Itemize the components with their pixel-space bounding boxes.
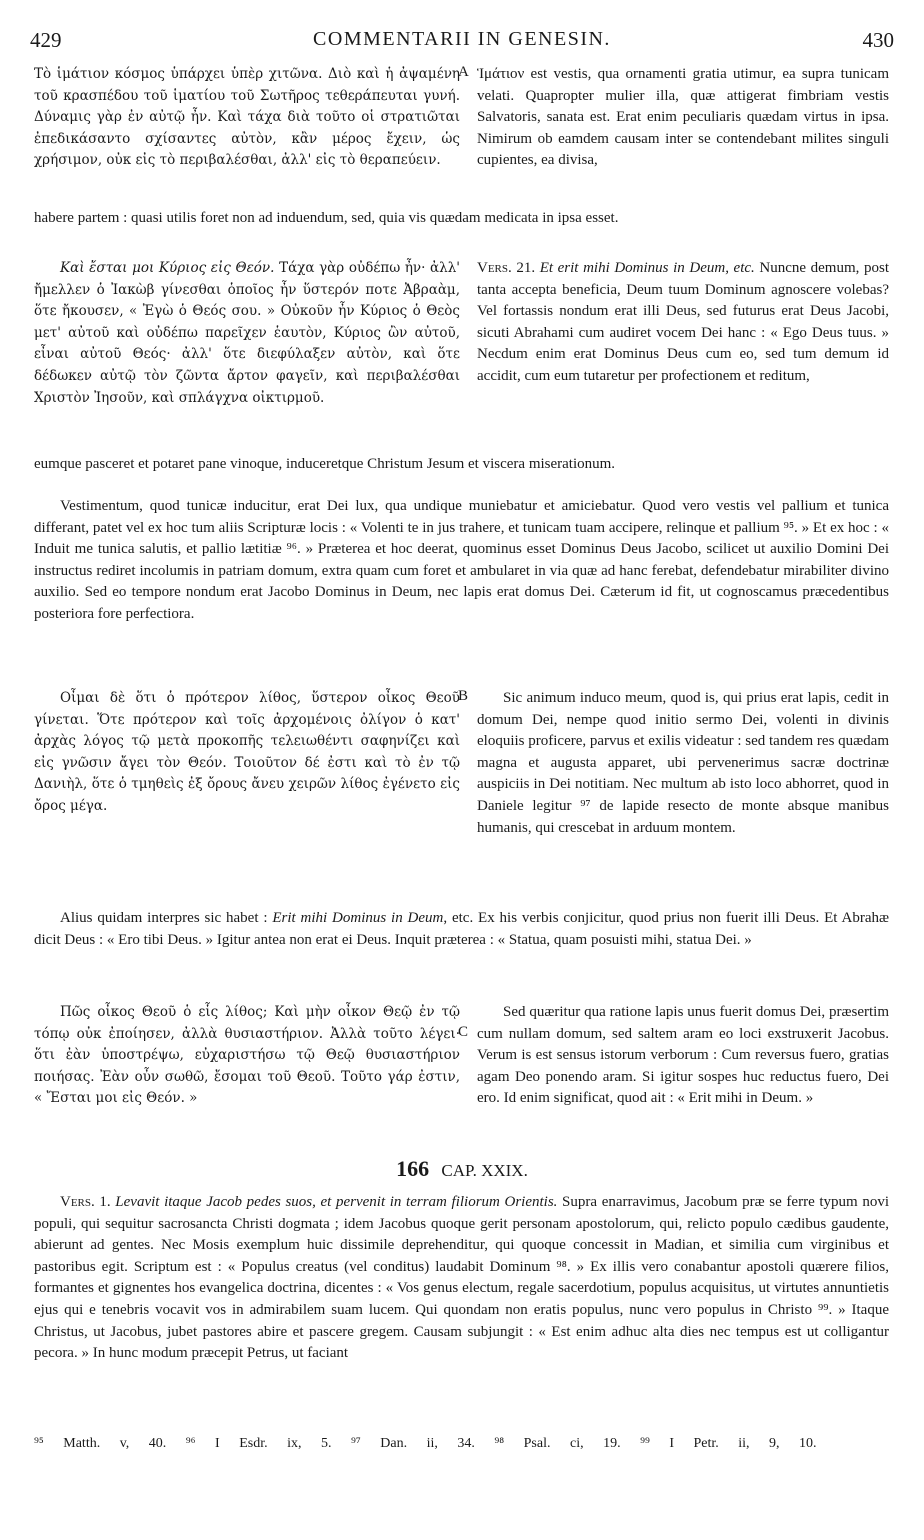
greek-text: Τὸ ἱμάτιον κόσμος ὑπάρχει ὑπὲρ χιτῶνα. Διὸ καὶ ἡ ἀψαμένη τοῦ κρασπέδου τοῦ ἱματίου τοῦ Σωτῆρος τεθεράπευται γυνή. Δύναμις γὰρ ἐν αὐτῷ ἦν. Καὶ τάχα διὰ τοῦτο οἱ στρατιῶται ἐπεδικάσαντο σχίσαντες αὐτὸν, κἂν μέρος ἔχειν, ὡς χρήσιμον, οὐκ εἰς τὸ περιβαλέσθαι, ἀλλ' εἰς τὸ θεραπεύειν. xyxy=(34,66,460,169)
latin-text: Sic animum induco meum, quod is, qui prius erat lapis, cedit in domum Dei, nempe quod initio sermo Dei, volenti in divinis eloquiis proficere, parvus et exilis videatur : sed tandem res quædam magna et augusta apparet, ubi pervenerimus sacræ doctrinæ auspiciis in Dei notitiam. Nec multum ab isto loco abhorret, quod in Daniele legitur ⁹⁷ de lapide resecto de monte absque manibus humanis, qui crescebat in arduum montem. xyxy=(477,690,889,836)
latin-runover-1 xyxy=(34,208,889,230)
verse-label: Vers. 21. xyxy=(477,260,536,276)
latin-text: Vestimentum, quod tunicæ inducitur, erat Dei lux, qua undique muniebatur et amiciebatur. Quod vero vestis vel pallium et tunica differant, patet vel ex hoc tum aliis Scripturæ locis : « Volenti te in jus trahere, et tunicam tuam accipere, relinque et pallium ⁹⁵. » Et ex hoc : « Induit me tunica salutis, et pallio lætitiæ ⁹⁶. » Præterea et hoc deerat, quominus esset Dominus Deus Jacobo, scilicet ut auxilio Domini Dei instructus rediret incolumis in patriam domum, extra quam cum foret et ambularet in via quæ ad hanc ferebat, defendebatur mirabiliter divino auxilio. Sed eo tempore nondum erat Jacobo Dominus in Deum, nec lapis erat domus Dei. Cæterum id fit, ut cognoscamus præcedentibus posteriora fore perfectiora. xyxy=(34,498,889,622)
latin-text: Alius quidam interpres sic habet : xyxy=(60,910,273,926)
latin-paragraph-7 xyxy=(34,1192,889,1365)
footnote: ⁹⁷ Dan. ii, 34. xyxy=(351,1436,475,1451)
running-header xyxy=(30,28,894,54)
footnote: ⁹⁶ I Esdr. ix, 5. xyxy=(185,1436,332,1451)
footnotes xyxy=(34,1436,889,1452)
greek-paragraph-4 xyxy=(34,688,460,818)
latin-lemma: Et erit mihi Dominus in Deum, etc. xyxy=(539,260,755,276)
latin-paragraph-5 xyxy=(34,908,889,951)
margin-marker-a: A xyxy=(458,64,469,80)
margin-marker-c: C xyxy=(458,1024,469,1040)
greek-text: Τάχα γὰρ οὐδέπω ἦν· ἀλλ' ἤμελλεν ὁ Ἰακὼβ γίνεσθαι ὁποῖος ἦν ὕστερόν ποτε Ἀβραὰμ, ὅτε ἤκουσεν, « Ἐγὼ ὁ Θεός σου. » Οὐκοῦν ἦν Κύριος ὁ Θεὸς μετ' αὐτοῦ καὶ οὐδέπω παρεῖχεν ἑαυτὸν, Κύριος ὢν αὐτοῦ, εἶναι αὐτοῦ Θεός· ἀλλ' ὅτε διεφύλαξεν αὐτὸν, καὶ ὅτε δέδωκεν αὐτῷ τὸν ζῶντα ἄρτον φαγεῖν, καὶ περιβαλέσθαι Χριστὸν Ἰησοῦν, καὶ σπλάγχνα οἰκτιρμοῦ. xyxy=(34,260,460,406)
footnote: ⁹⁵ Matth. v, 40. xyxy=(34,1436,167,1451)
greek-paragraph-6 xyxy=(34,1002,460,1110)
latin-runover-2 xyxy=(34,454,889,476)
latin-paragraph-3 xyxy=(34,496,889,626)
greek-paragraph-1 xyxy=(34,64,460,172)
greek-text: Πῶς οἶκος Θεοῦ ὁ εἷς λίθος; Καὶ μὴν οἶκον Θεῷ ἐν τῷ τόπῳ οὐκ ἐποίησεν, ἀλλὰ θυσιαστήριον. Ἀλλὰ τοῦτο λέγει· ὅτι ἐὰν ὑποστρέψω, εὐχαριστήσω τῷ Θεῷ θυσιαστήριον ποιήσας. Ἐὰν οὖν σωθῶ, ἔσομαι τοῦ Θεοῦ. Τοῦτο γάρ ἐστιν, « Ἔσται μοι εἰς Θεόν. » xyxy=(34,1004,460,1107)
margin-marker-b: B xyxy=(458,688,469,704)
greek-paragraph-2 xyxy=(34,258,460,409)
latin-paragraph-2 xyxy=(477,258,889,388)
greek-text: Οἶμαι δὲ ὅτι ὁ πρότερον λίθος, ὕστερον οἶκος Θεοῦ γίνεται. Ὅτε πρότερον καὶ τοῖς ἀρχομένοις ὀλίγον ὁ κατ' ἀρχὰς λόγος τῷ μετὰ προκοπῆς τελειωθέντι σαφηνίζει καὶ εἰς γνῶσιν ἄγει τὸν Θεόν. Τοιοῦτον δέ ἐστι καὶ τὸ ἐν τῷ Δανιὴλ, ὅτε ὁ τμηθεὶς ἐξ ὄρους ἄνευ χειρῶν λίθος ἐγένετο εἰς ὄρος μέγα. xyxy=(34,690,460,814)
greek-lemma: Καὶ ἔσται μοι Κύριος εἰς Θεόν. xyxy=(60,260,275,276)
latin-paragraph-6 xyxy=(477,1002,889,1110)
latin-text: Supra enarravimus, Jacobum præ se ferre typum novi populi, qui sequitur sacrosancta Christi dogmata ; idem Jacobus quoque gerit personam apostolorum, qui, relicto populo cædibus gaudente, abierunt ad gentes. Nec Mosis exemplum huic dissimile deprehenditur, qui quoque concessit in Madian, et similia cum virginibus et pastoribus egit. Scriptum est : « Populus creatus (vel conditus) laudabit Dominum ⁹⁸. » Ex illis vero conabantur apostoli quærere filios, formantes et gignentes hos evangelica doctrina, dicentes : « Vos genus electum, regale sacerdotium, populus acquisitus, ut virtutes annuntietis ejus qui e tenebris vocavit vos in admirabilem suam lucem. Qui quondam non eratis populus, nunc vero populus in Christo ⁹⁹. » Itaque Christus, ut Jacobus, jubet pastores abire et pascere gregem. Causam subjungit : « Est enim adhuc alta dies nec tempus est ut colligantur pecora. » In hunc modum præcepit Petrus, ut faciant xyxy=(34,1194,890,1362)
chapter-column-number: 166 xyxy=(396,1156,430,1181)
latin-text: Sed quæritur qua ratione lapis unus fuerit domus Dei, præsertim cum nullam domum, sed saltem aram eo loci exstruxerit Jacobus. Verum is est sensus istorum verborum : Cum reversus fuero, gratias agam Deo ponendo aram. Si igitur sospes huc reductus fuero, Dei ero. Id enim significat, quod ait : « Erit mihi in Deum. » xyxy=(477,1004,889,1107)
chapter-heading xyxy=(0,1156,924,1182)
latin-text: Nuncne demum, post tanta accepta beneficia, Deum tuum Dominum agnoscere volebas? Vel fortassis nondum erat illi Deus, sed futurus erat Deus Jacobi, sicuti Abrahami cum audiret vocem Dei hanc : « Ego Deus tuus. » Necdum enim erat Dominus Deus cum eo, sed tum demum id accidit, cum eum tutaretur per profectionem et reditum, xyxy=(477,260,889,384)
latin-text: Ἱμάτιον est vestis, qua ornamenti gratia utimur, ea supra tunicam velati. Quapropter mulier illa, quæ attigerat fimbriam vestis Salvatoris, sanata est. Erat enim peculiaris quædam virtus in ipsa. Nimirum ob eamdem causam inter se contendebant milites singuli cupientes, ea divisa, xyxy=(477,66,889,169)
latin-paragraph-4 xyxy=(477,688,889,839)
footnote: ⁹⁹ I Petr. ii, 9, 10. xyxy=(640,1436,817,1451)
latin-text: , etc. Ex his verbis conjicitur, quod prius non fuerit illi Deus. Et Abrahæ dicit Deus : « Ero tibi Deus. » Igitur antea non erat ei Deus. Inquit præterea : « Statua, quam posuisti mihi, statua Dei. » xyxy=(34,910,889,948)
latin-text: habere partem : quasi utilis foret non ad induendum, sed, quia vis quædam medicata in ipsa esset. xyxy=(34,210,619,226)
chapter-title: CAP. XXIX. xyxy=(441,1161,528,1180)
page-number-left: 429 xyxy=(30,28,62,52)
latin-paragraph-1 xyxy=(477,64,889,172)
latin-lemma: Erit mihi Dominus in Deum xyxy=(272,910,444,926)
latin-lemma: Levavit itaque Jacob pedes suos, et pervenit in terram filiorum Orientis. xyxy=(115,1194,558,1210)
latin-text: eumque pasceret et potaret pane vinoque, induceretque Christum Jesum et viscera miserationum. xyxy=(34,456,616,472)
footnote: ⁹⁸ Psal. ci, 19. xyxy=(494,1436,621,1451)
page-number-right: 430 xyxy=(862,28,894,52)
verse-label: Vers. 1. xyxy=(60,1194,111,1210)
running-title: COMMENTARII IN GENESIN. xyxy=(313,28,611,50)
